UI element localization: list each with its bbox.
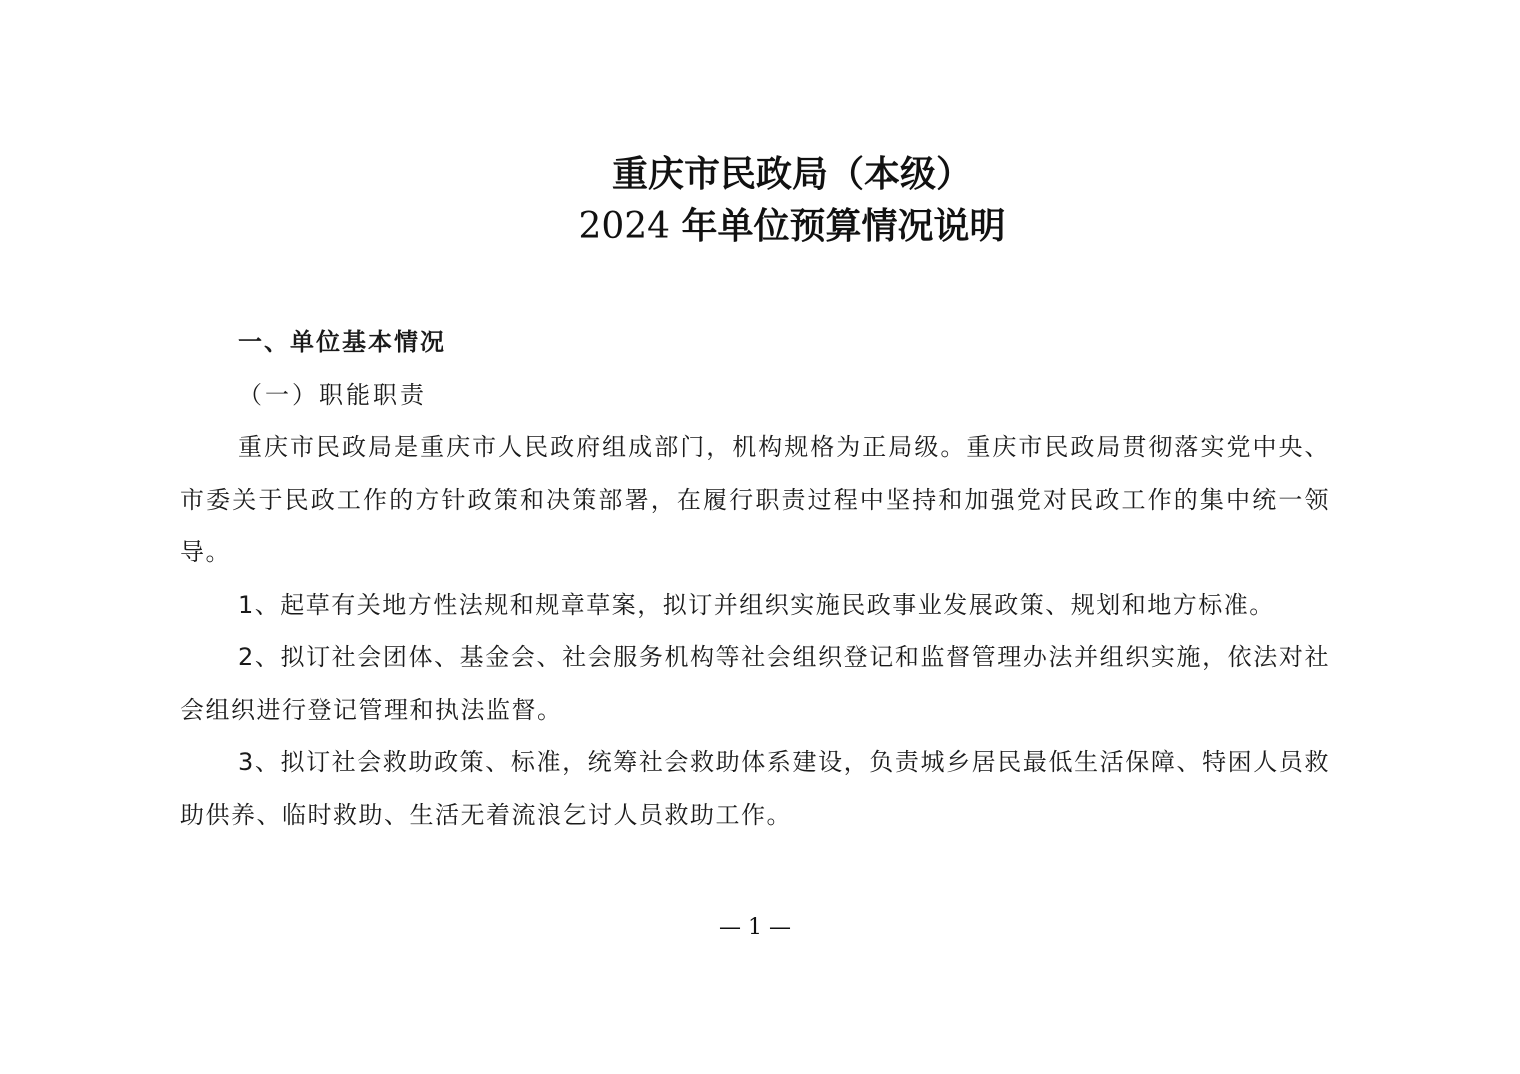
title-line-2 (0, 200, 1520, 253)
paragraph-intro: 重庆市民政局是重庆市人民政府组成部门，机构规格为正局级。重庆市民政局贯彻落实党中央、市委关于民政工作的方针政策和决策部署，在履行职责过程中坚持和加强党对民政工作的集中统一领导。 (180, 433, 1330, 566)
document-title (0, 148, 1520, 253)
document-body (180, 314, 1330, 841)
section-heading: 一、单位基本情况 (238, 328, 446, 356)
paragraph-item-1: 1、起草有关地方性法规和规章草案，拟订并组织实施民政事业发展政策、规划和地方标准。 (238, 590, 1275, 619)
title-line-1: 重庆市民政局（本级） (611, 153, 972, 195)
title-year: 2024 (578, 206, 671, 247)
title-line-2-text: 年单位预算情况说明 (681, 205, 1006, 247)
subsection-heading: （一）职能职责 (238, 380, 427, 409)
page-number: — 1 — (719, 915, 791, 940)
paragraph-item-3: 3、拟订社会救助政策、标准，统筹社会救助体系建设，负责城乡居民最低生活保障、特困人员救助供养、临时救助、生活无着流浪乞讨人员救助工作。 (180, 748, 1330, 829)
paragraph-item-2: 2、拟订社会团体、基金会、社会服务机构等社会组织登记和监督管理办法并组织实施，依法对社会组织进行登记管理和执法监督。 (180, 643, 1330, 724)
